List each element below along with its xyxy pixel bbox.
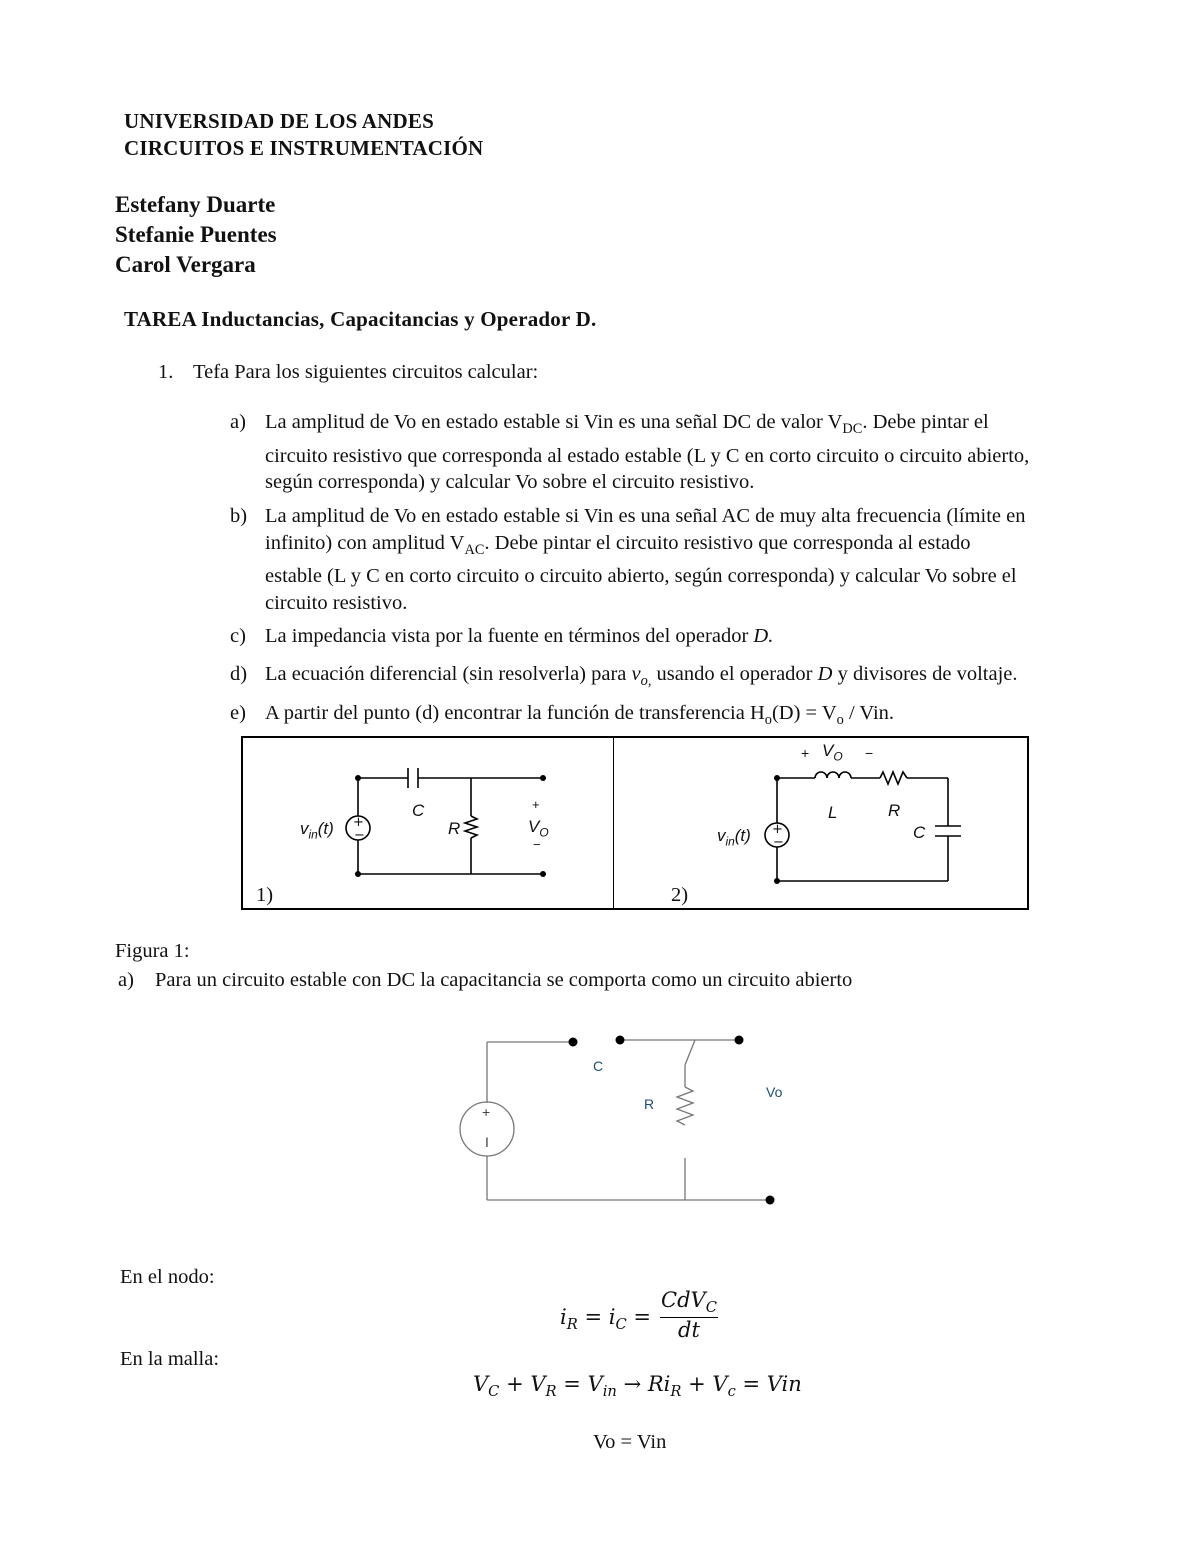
c1-plus: +	[532, 797, 540, 812]
item-e-text3: / Vin.	[843, 702, 895, 724]
item-b-line3: estable (L y C en corto circuito o circuito abierto, según corresponda) y calcular Vo sobre el	[265, 565, 1017, 588]
item-b-tail: . Debe pintar el circuito resistivo que corresponda al estado	[484, 531, 971, 554]
item-a-line2: circuito resistivo que corresponda al estado estable (L y C en corto circuito o circuito abierto,	[265, 444, 1030, 467]
eq-node-fraction: CdV$_C$ dt	[661, 1288, 717, 1343]
item-d-text2: usando el operador	[651, 663, 818, 685]
c2-top-minus: −	[865, 745, 874, 761]
figure-caption: Figura 1:	[115, 940, 190, 962]
c3-cap-label: C	[593, 1058, 604, 1074]
item-b-line1: La amplitud de Vo en estado estable si Vin es una señal AC de muy alta frecuencia (límite en	[265, 505, 1026, 527]
c2-res-label: R	[888, 801, 901, 820]
c2-cap-label: C	[913, 823, 926, 842]
c1-src-plus-icon: +	[353, 815, 364, 830]
c2-src-minus-icon: −	[773, 835, 784, 850]
item-d-text: La ecuación diferencial (sin resolverla) para	[265, 663, 632, 685]
item-a-sub: DC	[842, 421, 863, 438]
mesh-label: En la malla:	[120, 1348, 220, 1370]
eq-mesh: $V_C + V_R = V_{in} \to Ri_R + V_c$ = Vin	[473, 1372, 802, 1401]
c1-minus: −	[533, 837, 541, 852]
item-a-letter: a)	[230, 411, 246, 433]
c2-ind-label: L	[828, 803, 838, 822]
item-e-sub1: o	[764, 712, 772, 729]
item-c-text: La impedancia vista por la fuente en términos del operador	[265, 625, 754, 647]
c2-src-plus-icon: +	[772, 822, 783, 837]
panel-1-label: 1)	[256, 884, 274, 906]
node-label: En el nodo:	[120, 1266, 215, 1288]
c3-res-label: R	[644, 1096, 655, 1112]
item-b-sub: AC	[464, 541, 485, 558]
panel-2-label: 2)	[671, 884, 689, 906]
c3-plus: +	[482, 1104, 491, 1120]
item-e-text2: (D) = V	[771, 702, 837, 724]
item-d-varsub: o,	[640, 673, 652, 690]
eq-result: Vo = Vin	[593, 1431, 667, 1453]
answer-a-text: Para un circuito estable con DC la capacitancia se comporta como un circuito abierto	[155, 969, 853, 991]
author-2: Stefanie Puentes	[115, 222, 277, 247]
c1-src-minus-icon: −	[354, 828, 365, 843]
question-number: 1.	[158, 361, 174, 383]
item-b-line4: circuito resistivo.	[265, 591, 408, 614]
c3-out-label: Vo	[766, 1084, 783, 1100]
item-d-letter: d)	[230, 663, 248, 685]
course-name: CIRCUITOS E INSTRUMENTACIÓN	[124, 136, 484, 160]
item-a-line3: según corresponda) y calcular Vo sobre el circuito resistivo.	[265, 471, 755, 494]
item-d-op: D	[817, 663, 833, 685]
item-d	[265, 661, 1017, 695]
item-e	[265, 700, 894, 734]
eq-node: $i_R = i_C$ =	[560, 1305, 651, 1334]
item-e-letter: e)	[230, 702, 246, 724]
item-a	[265, 409, 1165, 496]
item-e-text: A partir del punto (d) encontrar la función de transferencia H	[265, 702, 765, 724]
circuit-3	[455, 1025, 795, 1215]
assignment-title: TAREA Inductancias, Capacitancias y Operador D.	[124, 307, 597, 331]
c3-minus: I	[485, 1134, 489, 1150]
circuit-1	[243, 738, 613, 906]
item-c-letter: c)	[230, 625, 246, 647]
answer-a-letter: a)	[118, 969, 134, 991]
c2-source-label: $v_{in}(t)$	[717, 826, 751, 849]
item-b-letter: b)	[230, 505, 248, 527]
question-text: Tefa Para los siguientes circuitos calcular:	[193, 361, 539, 383]
item-b	[265, 503, 1165, 616]
figure-divider	[613, 736, 614, 908]
university-name: UNIVERSIDAD DE LOS ANDES	[124, 109, 434, 133]
c1-source-label: $v_{in}(t)$	[300, 819, 334, 842]
c1-res-label: R	[448, 819, 461, 838]
item-a-tail: . Debe pintar el	[862, 411, 989, 433]
item-d-text3: y divisores de voltaje.	[832, 663, 1018, 685]
author-1: Estefany Duarte	[115, 192, 276, 217]
item-a-line1: La amplitud de Vo en estado estable si Vin es una señal DC de valor V	[265, 411, 843, 433]
item-c-op: D.	[753, 625, 774, 647]
c2-out-label: $V_O$	[822, 741, 843, 764]
c2-top-plus: +	[801, 745, 810, 761]
circuit-2	[615, 738, 1023, 906]
item-d-var: v	[631, 663, 641, 685]
item-b-line2: infinito) con amplitud V	[265, 531, 465, 554]
author-3: Carol Vergara	[115, 252, 256, 277]
c1-cap-label: C	[412, 801, 425, 820]
c1-out-label: $V_O$	[528, 817, 549, 840]
item-e-sub2: o	[836, 712, 844, 729]
item-c	[265, 623, 773, 650]
